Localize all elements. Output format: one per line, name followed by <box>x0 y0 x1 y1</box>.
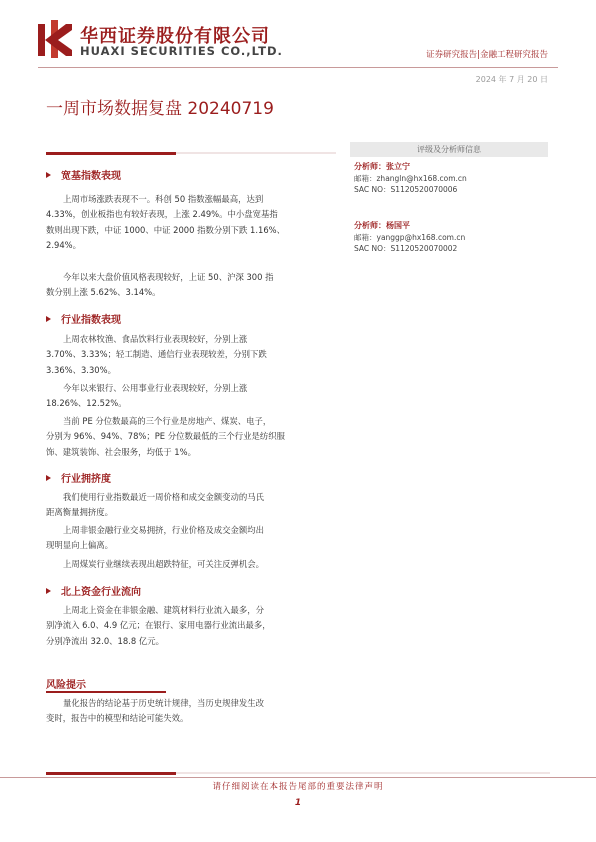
analyst-card-2: 分析师：杨国平 邮箱：yanggp@hx168.com.cn SAC NO：S1120520070002 <box>354 220 554 255</box>
report-date: 2024 年 7 月 20 日 <box>475 75 548 84</box>
paragraph-industry-3: 当前 PE 分位数最高的三个行业是房地产、煤炭、电子， 分别为 96%、94%、78%；PE 分位数最低的三个行业是纺织服 饰、建筑装饰、社会服务，均低于 1%。 <box>46 416 286 457</box>
section-heading-northbound: 北上资金行业流向 <box>46 583 141 598</box>
paragraph-crowding-3: 上周煤炭行业继续表现出超跌特征，可关注反弹机会。 <box>63 559 264 569</box>
company-name-en: HUAXI SECURITIES CO.,LTD. <box>80 44 283 58</box>
section-heading-broad-index: 宽基指数表现 <box>46 167 121 182</box>
bullet-triangle-icon <box>46 172 51 178</box>
left-top-bar-accent <box>46 152 176 155</box>
company-name-cn: 华西证券股份有限公司 <box>80 26 270 47</box>
analyst-panel-header: 评级及分析师信息 <box>350 142 548 157</box>
analyst-email[interactable]: 邮箱：zhangln@hx168.com.cn <box>354 173 467 183</box>
paragraph-crowding-1: 我们使用行业指数最近一周价格和成交金额变动的马氏 距离衡量拥挤度。 <box>46 492 264 518</box>
risk-underline <box>46 691 166 693</box>
analyst-card-1: 分析师：张立宁 邮箱：zhangln@hx168.com.cn SAC NO：S1120520070006 <box>354 161 554 196</box>
paragraph-broad-index-2: 今年以来大盘价值风格表现较好，上证 50、沪深 300 指 数分别上涨 5.62%、3.14%。 <box>46 272 274 298</box>
footer-divider <box>0 777 596 778</box>
section-heading-crowding: 行业拥挤度 <box>46 470 111 485</box>
paragraph-northbound-1: 上周北上资金在非银金融、建筑材料行业流入最多，分 别净流入 6.0、4.9 亿元；在银行、家用电器行业流出最多， 分别净流出 32.0、18.8 亿元。 <box>46 605 271 646</box>
analyst-email[interactable]: 邮箱：yanggp@hx168.com.cn <box>354 232 466 242</box>
bullet-triangle-icon <box>46 475 51 481</box>
paragraph-crowding-2: 上周非银金融行业交易拥挤，行业价格及成交金额均出 现明显向上偏离。 <box>46 525 264 551</box>
page-number: 1 <box>294 798 302 808</box>
huaxi-logo-icon <box>38 20 72 58</box>
footer-disclaimer: 请仔细阅读在本报告尾部的重要法律声明 <box>212 782 384 792</box>
paragraph-industry-1: 上周农林牧渔、食品饮料行业表现较好，分别上涨 3.70%、3.33%；轻工制造、通信行业表现较差，分别下跌 3.36%、3.30%。 <box>46 334 267 375</box>
bullet-triangle-icon <box>46 316 51 322</box>
risk-heading: 风险提示 <box>46 680 86 691</box>
header-divider <box>38 67 558 68</box>
report-type: 证券研究报告|金融工程研究报告 <box>426 50 548 60</box>
paragraph-broad-index-1: 上周市场涨跌表现不一。科创 50 指数涨幅最高，达到 4.33%，创业板指也有较好表现，上涨 2.49%。中小盘宽基指 数则出现下跌，中证 1000、中证 2000 指数分别下跌 1.16%、 2.94%。 <box>46 194 286 250</box>
bottom-bar-accent <box>46 772 176 775</box>
paragraph-industry-2: 今年以来银行、公用事业行业表现较好，分别上涨 18.26%、12.52%。 <box>46 383 248 409</box>
bullet-triangle-icon <box>46 588 51 594</box>
paragraph-risk: 量化报告的结论基于历史统计规律，当历史规律发生改 变时，报告中的模型和结论可能失效。 <box>46 698 264 724</box>
section-heading-industry-index: 行业指数表现 <box>46 311 121 326</box>
report-title: 一周市场数据复盘 20240719 <box>46 99 274 119</box>
